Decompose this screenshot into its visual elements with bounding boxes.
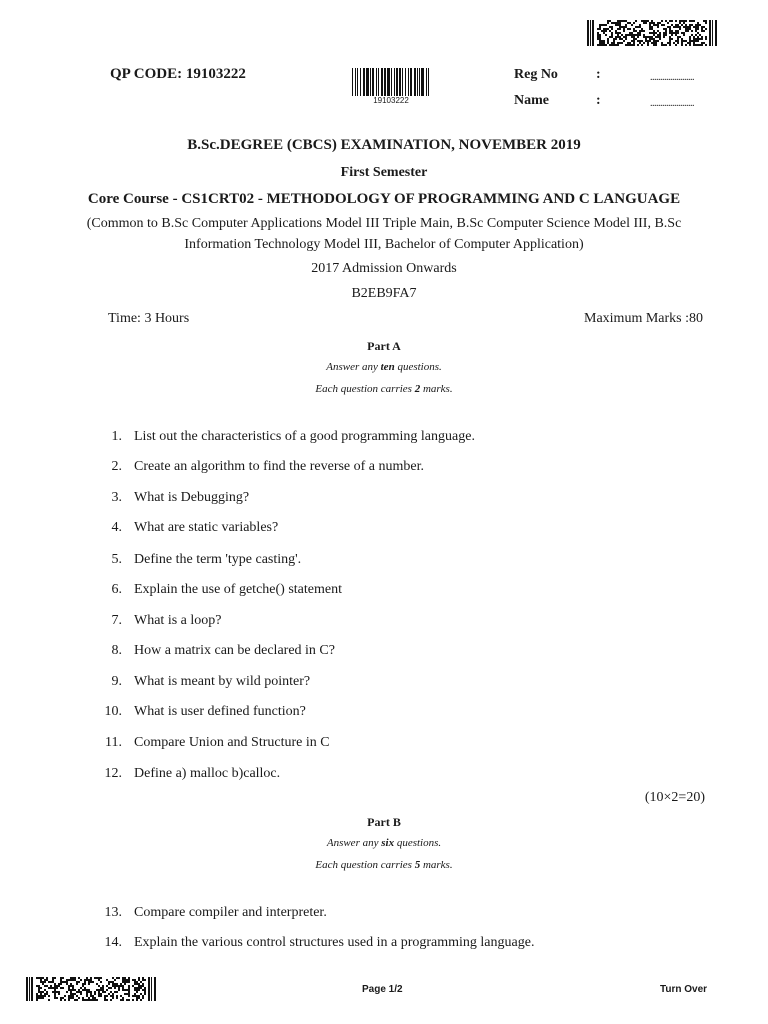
- question-number: 1.: [111, 429, 122, 444]
- common-to-line-2: Information Technology Model III, Bachelor of Computer Application): [184, 237, 584, 252]
- common-to-line-1: (Common to B.Sc Computer Applications Model III Triple Main, B.Sc Computer Science Model III, B.Sc: [86, 216, 682, 231]
- question-number: 6.: [111, 582, 122, 597]
- name-label: Name: [514, 93, 549, 108]
- question-text: Define a) malloc b)calloc.: [134, 766, 281, 781]
- course-title: Core Course - CS1CRT02 - METHODOLOGY OF PROGRAMMING AND C LANGUAGE: [87, 191, 681, 207]
- part-a-title: Part A: [367, 339, 401, 353]
- question-number: 4.: [111, 520, 122, 535]
- name-colon: :: [596, 93, 601, 108]
- reg-no-label: Reg No: [514, 67, 558, 82]
- page-number: Page 1/2: [362, 984, 403, 995]
- question-number: 13.: [104, 905, 122, 920]
- name-field: ......................: [650, 98, 694, 109]
- paper-code: B2EB9FA7: [351, 286, 417, 301]
- top-right-barcode: [587, 20, 717, 46]
- question-text: List out the characteristics of a good programming language.: [134, 429, 475, 444]
- question-text: How a matrix can be declared in C?: [134, 643, 335, 658]
- qp-barcode: [352, 68, 430, 96]
- time-allowed: Time: 3 Hours: [108, 311, 190, 326]
- question-number: 2.: [111, 459, 122, 474]
- question-text: Compare compiler and interpreter.: [134, 905, 327, 920]
- part-a-marks-summary: (10×2=20): [644, 790, 705, 805]
- part-b-instruction-1: Answer any six questions.: [326, 837, 442, 849]
- question-text: Explain the use of getche() statement: [134, 582, 342, 597]
- question-number: 14.: [104, 935, 122, 950]
- turn-over: Turn Over: [660, 984, 708, 995]
- question-number: 8.: [111, 643, 122, 658]
- qp-barcode-number: 19103222: [373, 96, 409, 105]
- question-text: Define the term 'type casting'.: [134, 552, 302, 567]
- question-number: 5.: [111, 552, 122, 567]
- reg-no-field: ......................: [650, 72, 694, 83]
- question-text: What are static variables?: [134, 520, 279, 535]
- exam-title: B.Sc.DEGREE (CBCS) EXAMINATION, NOVEMBER 2019: [187, 137, 581, 153]
- question-number: 3.: [111, 490, 122, 505]
- maximum-marks: Maximum Marks :80: [584, 311, 703, 326]
- question-text: What is Debugging?: [134, 490, 250, 505]
- reg-no-colon: :: [596, 67, 601, 82]
- question-text: Create an algorithm to find the reverse of a number.: [134, 459, 425, 474]
- question-text: What is meant by wild pointer?: [134, 674, 311, 689]
- admission-year: 2017 Admission Onwards: [311, 261, 457, 276]
- question-text: What is user defined function?: [134, 704, 306, 719]
- part-b-title: Part B: [367, 815, 401, 829]
- part-b-instruction-2: Each question carries 5 marks.: [315, 859, 453, 871]
- part-a-instruction-1: Answer any ten questions.: [326, 361, 442, 373]
- question-text: Compare Union and Structure in C: [134, 735, 330, 750]
- qp-code: QP CODE: 19103222: [110, 66, 246, 82]
- question-number: 10.: [104, 704, 122, 719]
- question-text: Explain the various control structures used in a programming language.: [134, 935, 535, 950]
- question-number: 11.: [105, 735, 122, 750]
- part-a-instruction-2: Each question carries 2 marks.: [315, 383, 453, 395]
- bottom-left-barcode: [26, 977, 156, 1001]
- question-number: 9.: [111, 674, 122, 689]
- question-number: 12.: [104, 766, 122, 781]
- question-text: What is a loop?: [134, 613, 222, 628]
- question-number: 7.: [111, 613, 122, 628]
- semester: First Semester: [340, 165, 428, 180]
